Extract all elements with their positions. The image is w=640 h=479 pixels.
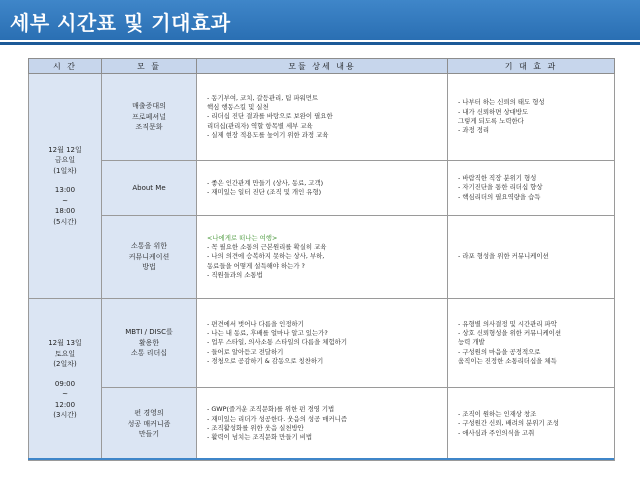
content-item: - 조직활성화를 위한 웃음 실천방안 (207, 424, 304, 432)
content-item: - 직원들과의 소통법 (207, 270, 263, 279)
effect-item: - 나부터 하는 신뢰의 태도 형성 (458, 98, 545, 107)
day1-tilde: ~ (62, 196, 68, 205)
day1-end-time: 18:00 (54, 207, 76, 216)
module-name-line: 커뮤니케이션 (128, 252, 170, 261)
module-name-line: 펀 경영의 (134, 409, 164, 418)
module-content-cell (197, 74, 448, 161)
module-name-cell (102, 74, 197, 161)
effect-cell (448, 216, 615, 299)
schedule-table (28, 58, 615, 461)
day1-start-time: 13:00 (54, 186, 76, 195)
module-name-cell (102, 161, 197, 216)
table-row (29, 161, 615, 216)
header-row (29, 59, 615, 74)
day2-date: 12월 13일 (48, 339, 82, 348)
day2-weekday: 토요일 (54, 349, 76, 358)
content-subtitle: <나에게로 떠나는 여행> (207, 233, 278, 242)
effect-item: - 상호 신뢰형성을 위한 커뮤니케이션 (458, 329, 562, 338)
effect-item: - 바람직한 직장 분위기 형성 (458, 174, 537, 183)
effect-item: - 구성원간 신뢰, 배려의 분위기 조성 (458, 419, 559, 428)
table-row (29, 388, 615, 461)
module-name-line: About Me (132, 183, 166, 192)
title-underline (0, 42, 640, 45)
effect-cell (448, 161, 615, 216)
table-row (29, 216, 615, 299)
col-header-time: 시 간 (29, 59, 102, 74)
effect-item: - 애사심과 주인의식을 고취 (458, 428, 535, 437)
content-item: 핵심 행동스킬 및 실천 (207, 103, 269, 112)
module-content-cell (197, 299, 448, 388)
effect-item: - 자기진단을 통한 리더십 향상 (458, 183, 543, 192)
module-content-cell (197, 388, 448, 461)
effect-cell (448, 388, 615, 461)
content-item: - 들어로 알아듣고 전달하기 (207, 347, 284, 356)
content-item: 리더십(관리자) 역할 항목별 세부 교육 (207, 121, 313, 130)
content-item: - 업무 스타일, 의사소통 스타일의 다름을 체험하기 (207, 338, 347, 347)
day2-end-time: 12:00 (54, 400, 76, 409)
col-header-content: 모듈 상세 내용 (197, 59, 448, 74)
module-name-line: 조직문화 (135, 123, 163, 132)
content-item: - 재미있는 리더가 성공한다. 웃음의 성공 매커니즘 (207, 414, 347, 423)
module-name-line: 프로페셔널 (132, 112, 166, 121)
module-name-line: 소통 리더십 (130, 349, 168, 358)
day2-duration: (3시간) (53, 411, 77, 420)
day1-day-label: (1일차) (53, 166, 77, 175)
content-item: - 경청으로 공감하기 & 감동으로 칭찬하기 (207, 356, 324, 365)
module-name-line: 방법 (142, 263, 156, 272)
day2-time-cell (29, 299, 102, 461)
effect-item: - 핵심리더의 필요역량을 습득 (458, 192, 541, 201)
module-name-cell (102, 299, 197, 388)
module-name-line: MBTI / DISC를 (125, 328, 173, 337)
module-name-line: 매출증대의 (132, 102, 166, 111)
content-item: - 편견에서 벗어나 다름을 인정하기 (207, 319, 304, 328)
content-item: - GWP(즐거운 조직문화)를 위한 펀 경영 기법 (207, 405, 335, 414)
page-title: 세부 시간표 및 기대효과 (10, 11, 231, 35)
content-item: - 나는 내 동료, 후배를 얼마나 알고 있는가? (207, 329, 328, 338)
footer-divider (28, 458, 614, 460)
day1-duration: (5시간) (53, 217, 77, 226)
col-header-module: 모 듈 (102, 59, 197, 74)
content-item: - 활력이 넘치는 조직문화 만들기 비법 (207, 433, 313, 442)
module-content-cell (197, 161, 448, 216)
content-item: - 꼭 필요한 소통의 근본원리를 확실히 교육 (207, 243, 327, 252)
table-row (29, 299, 615, 388)
table-row (29, 74, 615, 161)
day1-weekday: 금요일 (54, 156, 76, 165)
content-item: - 재미있는 일터 진단 (조직 및 개인 유형) (207, 188, 322, 196)
module-name-line: 활용한 (138, 338, 160, 347)
module-name-line: 소통을 위한 (130, 242, 168, 251)
day1-date: 12월 12일 (48, 145, 82, 154)
module-name-cell (102, 388, 197, 461)
content-item: 동료들을 어떻게 설득해야 하는가 ? (207, 261, 305, 270)
title-banner (0, 0, 640, 40)
content-item: - 나의 의견에 승복하지 못하는 상사, 부하, (207, 252, 325, 261)
content-item: - 실제 현장 적용도를 높이기 위한 과정 교육 (207, 130, 329, 139)
content-item: - 동기부여, 코치, 갈등관리, 팀 파워먼트 (207, 93, 319, 102)
effect-item: - 조직이 원하는 인재상 창조 (458, 410, 537, 419)
effect-item: - 라포 형성을 위한 커뮤니케이션 (458, 252, 549, 261)
effect-item: - 구성원의 마음을 공정적으로 (458, 347, 541, 356)
day2-day-label: (2일차) (53, 360, 77, 369)
effect-item: 움직이는 진정한 소통리더십을 체득 (458, 356, 557, 365)
effect-item: - 과정 정리 (458, 126, 490, 135)
module-name-cell (102, 216, 197, 299)
effect-item: 능력 개발 (458, 338, 485, 347)
module-name-line: 만들기 (138, 430, 160, 439)
content-item: - 좋은 인간관계 만들기 (상사, 동료, 고객) (207, 178, 324, 187)
effect-item: 그렇게 되도록 노력한다 (458, 117, 524, 125)
effect-item: - 내가 신뢰하면 상대방도 (458, 107, 529, 116)
effect-item: - 유형별 의사결정 및 시간관리 파악 (458, 319, 557, 328)
day2-tilde: ~ (62, 390, 68, 399)
content-item: - 리더십 진단 결과를 바탕으로 보완이 필요한 (207, 112, 333, 121)
day2-start-time: 09:00 (54, 379, 76, 388)
module-name-line: 성공 매커니즘 (127, 419, 171, 428)
effect-cell (448, 74, 615, 161)
col-header-effect: 기 대 효 과 (448, 59, 615, 74)
effect-cell (448, 299, 615, 388)
module-content-cell (197, 216, 448, 299)
day1-time-cell (29, 74, 102, 299)
